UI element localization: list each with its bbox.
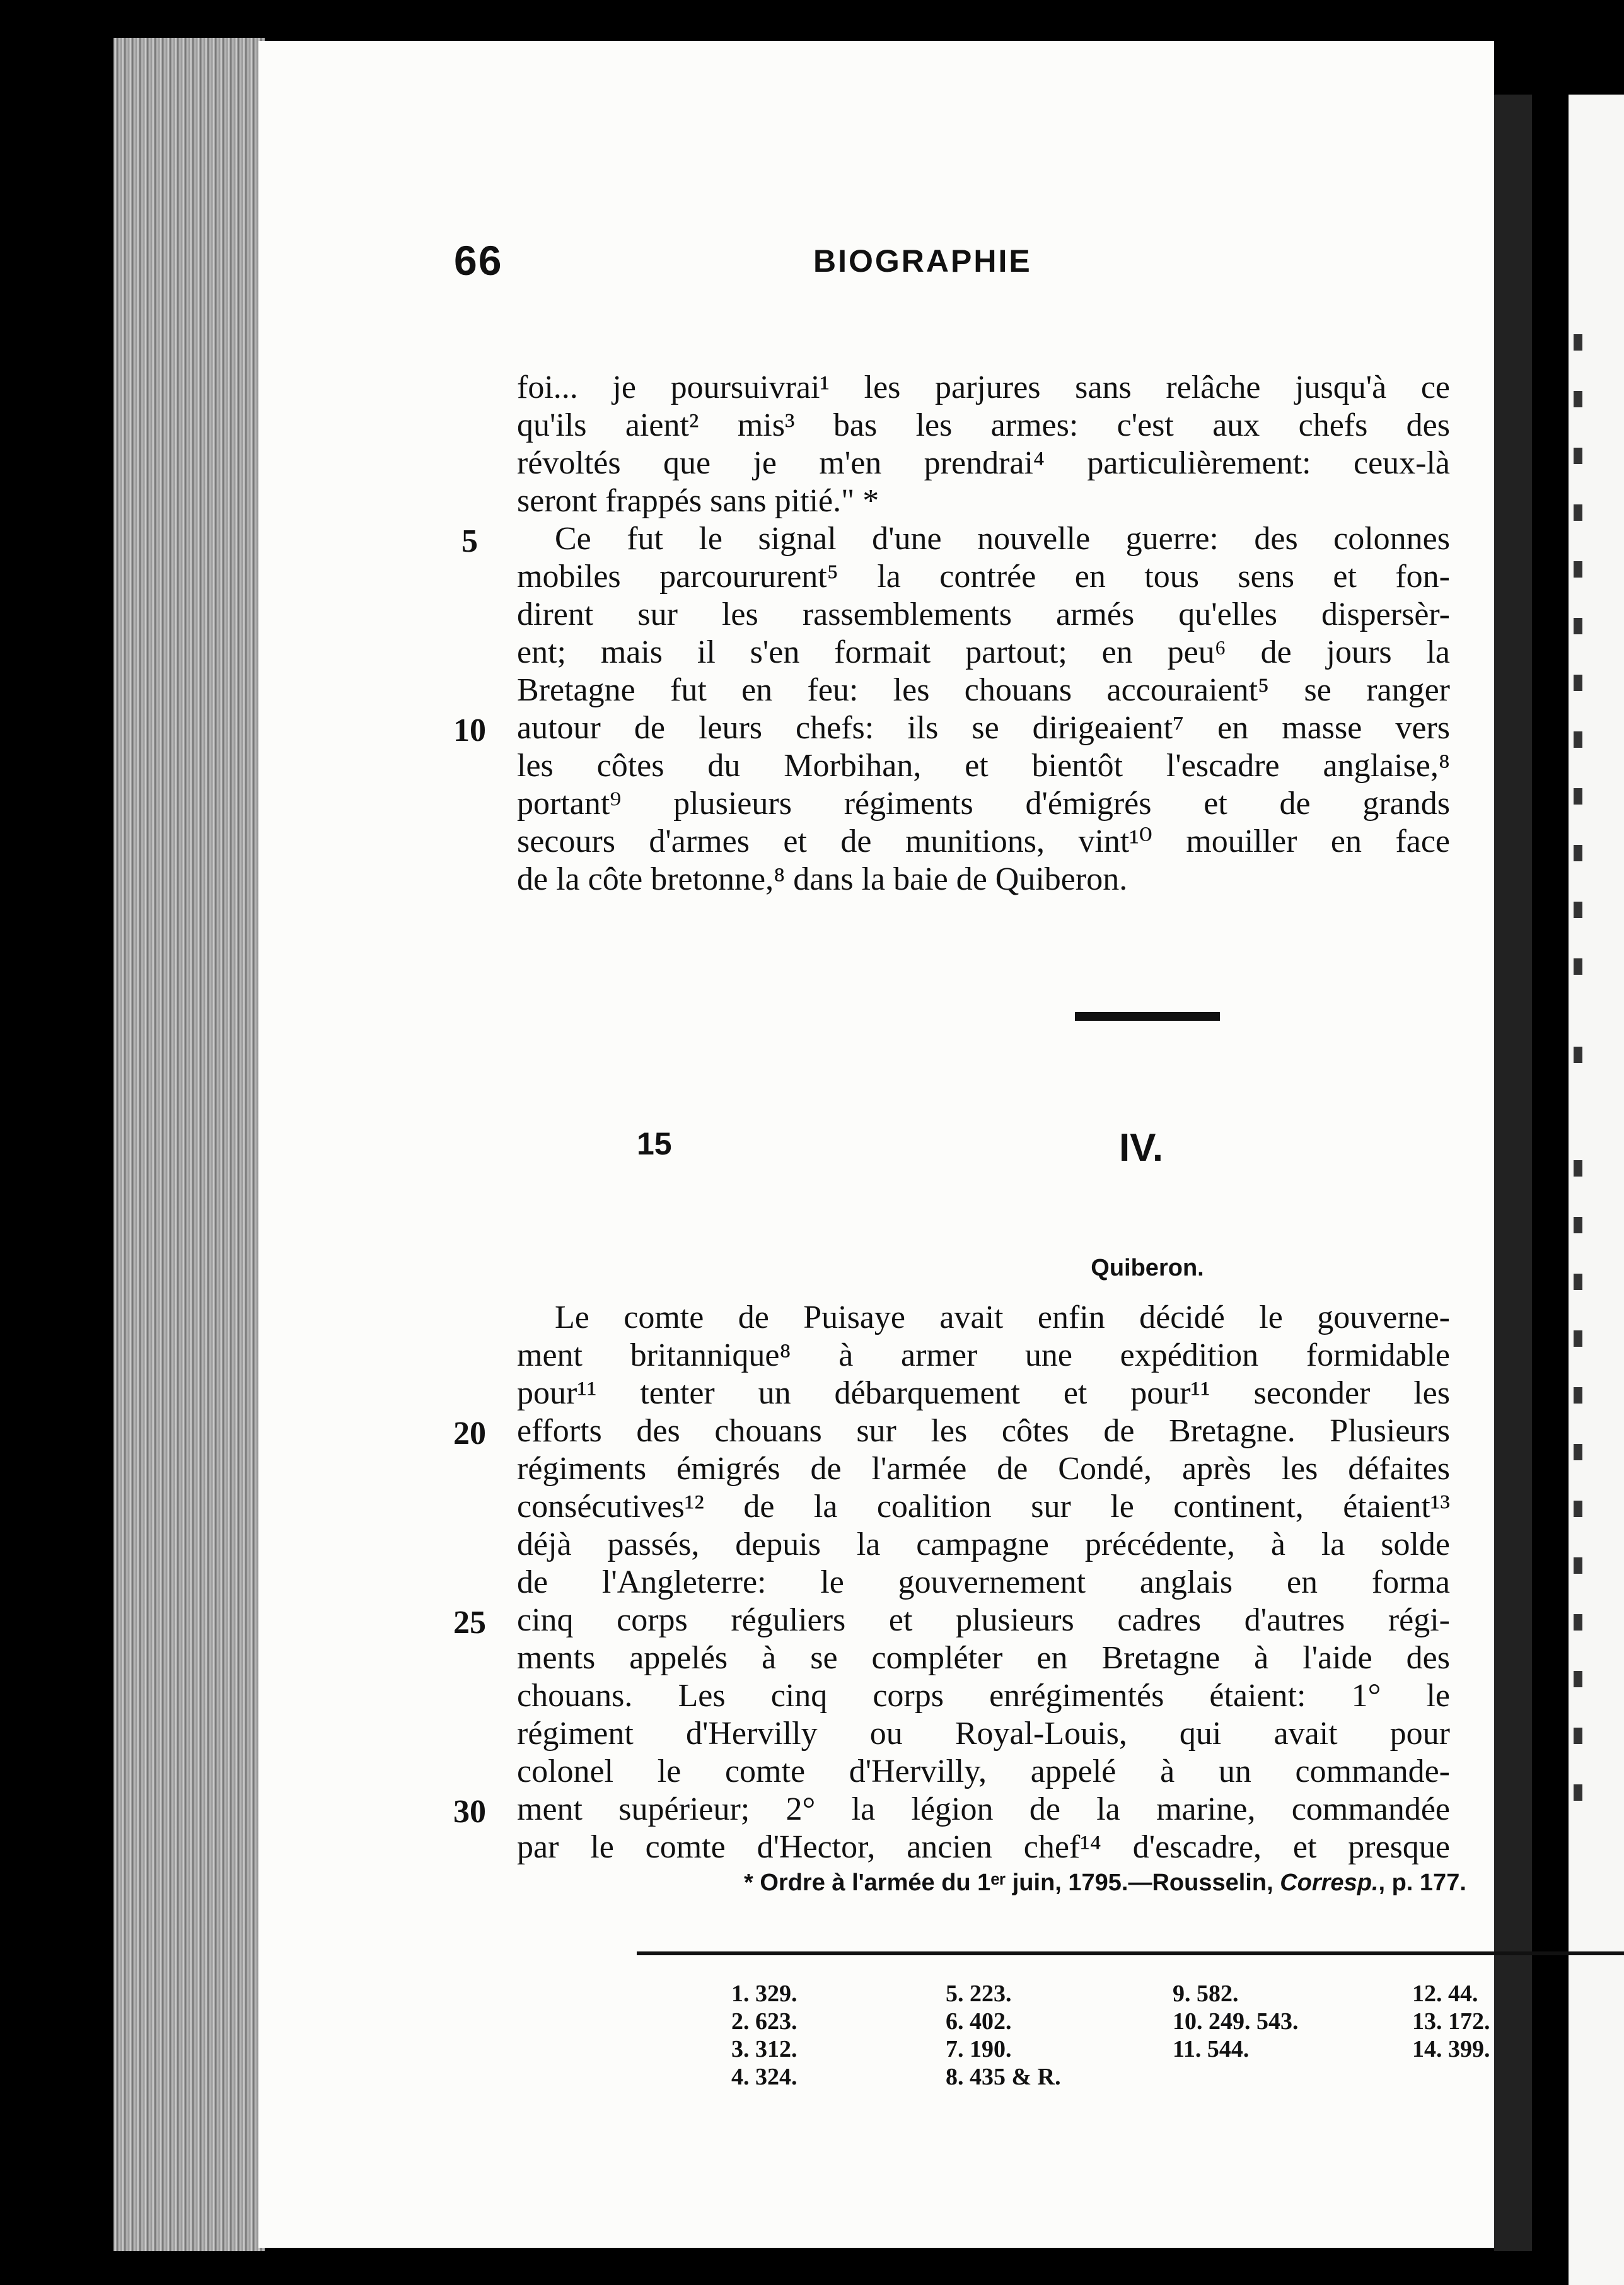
text-line (435, 407, 1624, 445)
glossary-column (1173, 1980, 1374, 2063)
line-text: secours d'armes et de munitions, vint¹⁰ mouiller en face (517, 823, 1450, 859)
footnote-text: * Ordre à l'armée du 1ᵉʳ juin, 1795.—Rousselin, (744, 1869, 1280, 1896)
glossary-entry: 3. 312. (731, 2036, 798, 2062)
line-text: efforts des chouans sur les côtes de Bretagne. Plusieurs (517, 1413, 1450, 1449)
line-text: seront frappés sans pitié." * (517, 483, 879, 519)
line-number: 15 (637, 1126, 672, 1161)
line-number: 20 (453, 1416, 486, 1451)
line-text: autour de leurs chefs: ils se dirigeaient⁷ en masse vers (517, 710, 1450, 746)
glossary-entry: 1. 329. (731, 1980, 798, 2007)
text-line (435, 1337, 1624, 1375)
section-number: IV. (1118, 1126, 1164, 1170)
line-text: régiments émigrés de l'armée de Condé, après les défaites (517, 1451, 1450, 1487)
page-edges (113, 38, 265, 2251)
text-line (435, 785, 1624, 823)
text-line (435, 558, 1624, 596)
line-number: 10 (453, 712, 486, 748)
text-line (435, 709, 1624, 747)
running-title: BIOGRAPHIE (813, 243, 1032, 279)
text-line (435, 1375, 1624, 1412)
line-number: 25 (453, 1605, 486, 1641)
text-line (435, 1564, 1624, 1602)
text-line (435, 1450, 1624, 1488)
line-text: foi... je poursuivrai¹ les parjures sans relâche jusqu'à ce (517, 369, 1450, 405)
glossary-entry: 2. 623. (731, 2008, 798, 2035)
glossary-column (946, 1980, 1147, 2091)
text-line (435, 1299, 1624, 1337)
glossary-entry: 10. 249. 543. (1173, 2008, 1299, 2035)
line-text: Ce fut le signal d'une nouvelle guerre: des colonnes (555, 521, 1450, 557)
line-text: de la côte bretonne,⁸ dans la baie de Quiberon. (517, 861, 1128, 897)
line-text: dirent sur les rassemblements armés qu'elles dispersèr- (517, 596, 1450, 632)
line-text: consécutives¹² de la coalition sur le continent, étaient¹³ (517, 1489, 1450, 1525)
glossary-entry: 12. 44. (1412, 1980, 1478, 2007)
glossary-entry: 7. 190. (946, 2036, 1012, 2062)
line-text: qu'ils aient² mis³ bas les armes: c'est aux chefs des (517, 407, 1450, 443)
text-line (435, 445, 1624, 482)
text-line (435, 596, 1624, 634)
line-text: colonel le comte d'Hervilly, appelé à un commande- (517, 1753, 1450, 1789)
glossary-entry: 6. 402. (946, 2008, 1012, 2035)
text-line (435, 1753, 1624, 1791)
line-text: Bretagne fut en feu: les chouans accouraient⁵ se ranger (517, 672, 1450, 708)
glossary-references (731, 1980, 1563, 2106)
text-line (435, 747, 1624, 785)
section-divider (1075, 1012, 1220, 1021)
line-text: cinq corps réguliers et plusieurs cadres d'autres régi- (517, 1602, 1450, 1638)
line-text: par le comte d'Hector, ancien chef¹⁴ d'escadre, et presque (517, 1829, 1450, 1865)
line-text: les côtes du Morbihan, et bientôt l'escadre anglaise,⁸ (517, 748, 1450, 784)
footnote-work: Corresp. (1280, 1869, 1379, 1896)
text-line (435, 1602, 1624, 1639)
text-line (435, 672, 1624, 709)
line-text: déjà passés, depuis la campagne précédente, à la solde (517, 1526, 1450, 1562)
line-text: Le comte de Puisaye avait enfin décidé le gouverne- (555, 1299, 1450, 1335)
glossary-column (1412, 1980, 1614, 2063)
line-number: 30 (453, 1794, 486, 1830)
glossary-column (731, 1980, 933, 2091)
glossary-entry: 9. 582. (1173, 1980, 1239, 2007)
line-text: chouans. Les cinq corps enrégimentés étaient: 1° le (517, 1678, 1450, 1714)
text-line (435, 1639, 1624, 1677)
page-number: 66 (454, 237, 503, 284)
line-text: portant⁹ plusieurs régiments d'émigrés et de grands (517, 786, 1450, 822)
line-text: révoltés que je m'en prendrai⁴ particulièrement: ceux-là (517, 445, 1450, 481)
line-text: régiment d'Hervilly ou Royal-Louis, qui avait pour (517, 1716, 1450, 1752)
line-text: de l'Angleterre: le gouvernement anglais en forma (517, 1564, 1450, 1600)
line-text: ment britannique⁸ à armer une expédition formidable (517, 1337, 1450, 1373)
glossary-entry: 4. 324. (731, 2064, 798, 2090)
line-text: mobiles parcoururent⁵ la contrée en tous sens et fon- (517, 559, 1450, 595)
line-text: ments appelés à se compléter en Bretagne à l'aide des (517, 1640, 1450, 1676)
glossary-entry: 8. 435 & R. (946, 2064, 1061, 2090)
text-line (435, 1526, 1624, 1564)
text-line (435, 1829, 1624, 1866)
line-number: 5 (461, 523, 478, 559)
text-line (435, 861, 1624, 898)
line-text: ent; mais il s'en formait partout; en peu⁶ de jours la (517, 634, 1450, 670)
glossary-entry: 5. 223. (946, 1980, 1012, 2007)
text-line (435, 1791, 1624, 1829)
book-page (258, 41, 1494, 2248)
line-text: pour¹¹ tenter un débarquement et pour¹¹ seconder les (517, 1375, 1450, 1411)
glossary-entry: 11. 544. (1173, 2036, 1250, 2062)
text-line (435, 520, 1624, 558)
glossary-entry: 14. 399. (1412, 2036, 1490, 2062)
glossary-divider (637, 1951, 1624, 1955)
line-text: ment supérieur; 2° la légion de la marine, commandée (517, 1791, 1450, 1827)
glossary-entry: 13. 172. (1412, 2008, 1490, 2035)
text-line (435, 823, 1624, 861)
section-title: Quiberon. (1091, 1255, 1204, 1281)
running-head (258, 236, 1494, 299)
text-line (435, 369, 1624, 407)
text-line (435, 1488, 1624, 1526)
footnote (744, 1869, 1576, 1897)
footnote-page: , p. 177. (1378, 1869, 1466, 1896)
text-line (435, 1677, 1624, 1715)
text-line (435, 1412, 1624, 1450)
text-line (435, 482, 1624, 520)
text-line (435, 634, 1624, 672)
text-line (435, 1715, 1624, 1753)
